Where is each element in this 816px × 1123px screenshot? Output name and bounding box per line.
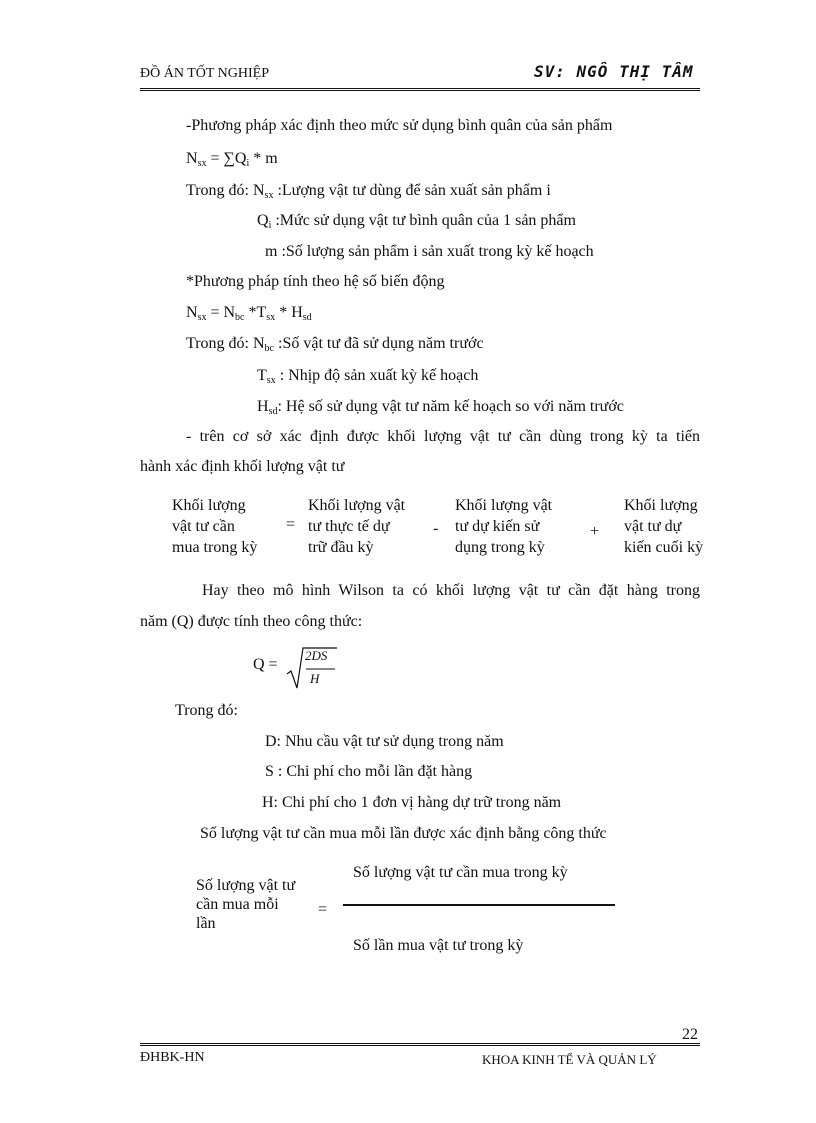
wilson-denominator: H <box>310 671 320 686</box>
header-student: SV: NGÔ THỊ TÂM <box>534 62 694 81</box>
where-qi: $Q_i$ :Mức sử dụng vật tư bình quân của 1 sản phẩm <box>257 212 576 231</box>
def-h: H: Chi phí cho 1 đơn vị hàng dự trữ trong năm <box>262 794 562 811</box>
where-hsd: $H_{sd}$: Hệ số sử dụng vật tư năm kế hoạch so với năm trước <box>257 398 624 417</box>
footer-rule <box>140 1043 700 1046</box>
where-nsx: Trong đó: $N_{sx}$ :Lượng vật tư dùng để sản xuất sản phẩm i <box>186 182 551 201</box>
eq2-numerator: Số lượng vật tư cần mua trong kỳ <box>353 864 568 881</box>
where-tsx: $T_{sx}$ : Nhịp độ sản xuất kỳ kế hoạch <box>257 367 479 386</box>
eq2-lhs: Số lượng vật tư cần mua mỗi lần <box>196 877 296 932</box>
where-m: m :Số lượng sản phẩm i sản xuất trong kỳ kế hoạch <box>265 243 594 260</box>
paragraph-wilson-line1: Hay theo mô hình Wilson ta có khối lượng vật tư cần đặt hàng trong <box>202 582 700 599</box>
formula-2: $N_{sx} = N_{bc}$ $*T_{sx} * H_{sd}$ <box>186 304 312 323</box>
formula-1: $N_{sx} = \sum Q_i * m$ <box>186 150 278 169</box>
eq1-term-b: Khối lượng vật tư thực tế dự trữ đầu kỳ <box>308 497 406 556</box>
paragraph-basis-line2: hành xác định khối lượng vật tư <box>140 458 345 475</box>
eq2-equals: = <box>318 901 328 918</box>
paragraph-method-2: *Phương pháp tính theo hệ số biến động <box>186 273 445 290</box>
def-d: D: Nhu cầu vật tư sử dụng trong năm <box>265 733 504 750</box>
eq1-equals: = <box>286 516 296 533</box>
eq1-term-a: Khối lượng vật tư cần mua trong kỳ <box>172 497 258 556</box>
eq1-minus: - <box>433 520 439 537</box>
wilson-lhs: Q = <box>253 656 278 673</box>
eq1-plus: + <box>590 523 600 540</box>
wilson-numerator: 2DS <box>305 648 328 663</box>
footer-university: ĐHBK-HN <box>140 1050 205 1065</box>
header-rule <box>140 88 700 91</box>
paragraph-method-1: -Phương pháp xác định theo mức sử dụng bình quân của sản phẩm <box>186 117 613 134</box>
where-nbc: Trong đó: $N_{bc}$ :Số vật tư đã sử dụng năm trước <box>186 335 484 354</box>
eq2-fraction-bar <box>343 904 615 906</box>
where-heading: Trong đó: <box>175 702 238 719</box>
eq2-denominator: Số lần mua vật tư trong kỳ <box>353 937 524 954</box>
eq1-term-d: Khối lượng vật tư dự kiến cuối kỳ <box>624 497 704 556</box>
paragraph-per-order: Số lượng vật tư cần mua mỗi lần được xác định bằng công thức <box>200 825 607 842</box>
footer-faculty: KHOA KINH TẾ VÀ QUẢN LÝ <box>482 1052 657 1067</box>
paragraph-wilson-line2: năm (Q) được tính theo công thức: <box>140 613 363 630</box>
eq1-term-c: Khối lượng vật tư dự kiến sử dụng trong kỳ <box>455 497 553 556</box>
header-title: ĐỒ ÁN TỐT NGHIỆP <box>140 66 269 81</box>
paragraph-basis-line1: - trên cơ sở xác định được khối lượng vật tư cần dùng trong kỳ ta tiến <box>186 428 700 445</box>
def-s: S : Chi phí cho mỗi lần đặt hàng <box>265 763 473 780</box>
page-number: 22 <box>682 1026 698 1043</box>
